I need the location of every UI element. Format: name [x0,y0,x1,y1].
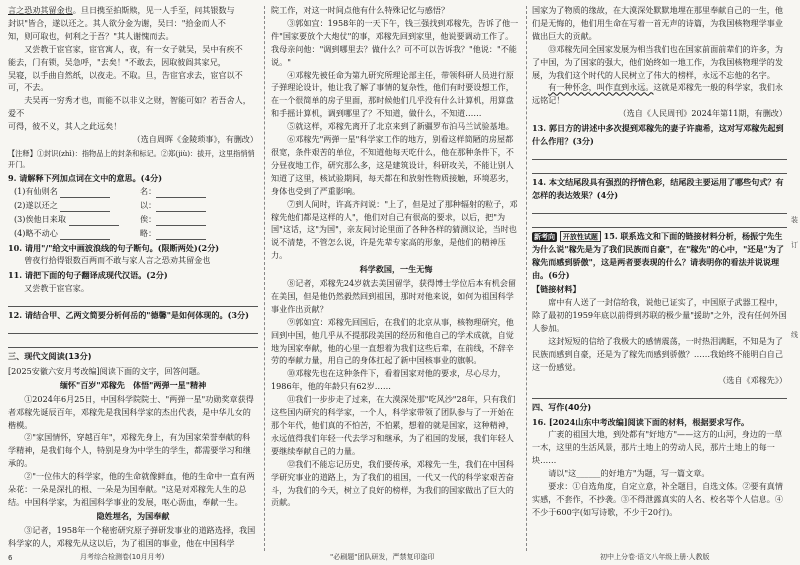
q9-item: (3)俟他日来取 [14,213,132,226]
text-line: 言之恐劝其留金也。旦日携至拍斯赎，见一人手至，问其银数与 [8,5,235,15]
answer-blank[interactable] [156,230,206,240]
article-title: 缅怀"百岁"邓稼先 体悟"两弹一星"精神 [59,379,207,390]
q9-item: (1)有仙则名 [14,185,132,198]
writing-prompt: 请以"这______的好地方"为题，写一篇文章。 [548,468,710,479]
answer-blank[interactable] [156,202,206,212]
text-line: 夫吴再一穷秀才也，而能不以非义之财，智能可如？若吾舍人，爱不 [8,95,251,119]
q9-item: 名： [140,185,258,198]
subheading: 隐姓埋名，为国奉献 [96,510,170,521]
text-line: 封识"皆合，遂以还之。其人欲分金为谢，吴曰："拾金而人不 [8,17,226,28]
answer-blank[interactable] [156,216,206,226]
question-13: 13. 郭日方的讲述中多次提到邓稼先的妻子许鹿希，这对写邓稼先起到什么作用？(3分) [532,123,784,147]
section-3-heading: 三、现代文阅读(13分) [8,351,92,362]
paragraph: ⑦到人间时，许高齐问说："上了，但是过了那种辐射的粒子，邓稼先他们都是这样的人"，他们对自己有很高的要求，以后，把"为国"这话，这"为国"，亲友间讨论里面了各种各样的猜测议论，当时也说不清楚，不管怎么说，许是先辈专家高的形象，是他们的精神压力。 [271,198,518,261]
paragraph: 有一种怀念，叫作直到永远。这就是邓稼先一般的科学家，我们永远铭记！ [532,82,783,106]
column-2 [271,4,521,509]
text-line: 知，则可取也，何利之于吾？"其人谢愧而去。 [8,30,174,41]
paragraph: ⑥邓稼先"两弹一星"科学家工作的地方，别看这样简陋的房屋都很宽，条件艰苦的单位，不知道他每天吃什么，他在那种条件下，不分昼夜地工作，研究那么多，这是建筑设计，科研攻关，不能让别人知道了这里，核试验期间，每天都在和放射性物质接触，环境恶劣，身体也受到了严重影响。 [271,134,514,196]
question-12: 12. 请结合甲、乙两文简要分析何岳的"德馨"是如何体现的。(3分) [8,310,249,321]
paragraph: ⑩邓稼先也在这种条件下，看着国家对他的要求，尽心尽力，1986年，他的年龄只有62岁…… [271,368,506,392]
wavy-underlined-sentence: 有一种怀念，叫作直到永远。 [548,82,654,93]
answer-blank[interactable] [156,188,206,198]
paragraph: 院工作，对这一时间点他有什么特殊记忆与感悟？ [271,5,450,15]
open-question-tag: 开放性试题 [560,231,601,242]
answer-line[interactable] [532,162,787,174]
source-citation: （选自周晖《金陵琐事》，有删改） [132,134,258,145]
link-material-heading: 【链接材料】 [532,284,581,295]
link-paragraph: 这封短短的信给了我极大的感情震荡，一时热泪满眶，不知是为了民族而感到自豪，还是为了稼先而感到骄傲？……我始终不能明白自己这一份感觉。 [532,336,783,372]
column-1 [8,4,258,550]
footer-right: 初中上分卷·语文八年级上册·人教版 [600,553,710,561]
paragraph: ②"一位伟大的科学家，他的生命就像鲜血，他的生命中一直有两朵花：一朵是深扎的根、一朵是为国奉献。"这是对邓稼先人生的总结。中国科学家，为祖国科学事业的发展，呕心沥血，奉献一生。 [8,471,255,507]
paragraph: ⑨郭如宜：邓稼先回国后，在我们的北京从事，核物理研究，他回到中国，他几乎从不提那段美国的经历和他自己的学术成就，自觉地为国家奉献，他的心里一直想着为我们这些后辈，在前线，不辞辛劳的奉献力量，用自己的身体扛起了新中国核事业的旗帜。 [271,316,514,366]
text-line: 吴寝，以手曲自然纸，以夜走。不取。旦，告宦官求去，宦官以不 [8,69,243,80]
q9-item: 以： [140,199,258,212]
paragraph: ④邓稼先被任命为第九研究所理论部主任，带领科研人员进行原子弹理论设计，他让我了解了事情的复杂性，他们有时要设想工作，在一个很简单的房子里面，那时候他们几乎没有什么计算机，用算盘和手摇计算机，调到哪里了？不知道，做什么，不知道…… [271,69,514,119]
paragraph: ⑤就这样，邓稼先离开了北京来到了新疆罗布泊马兰试验基地。 [287,121,514,132]
question-14: 14. 本文结尾段具有强烈的抒情色彩，结尾段主要运用了哪些句式？有怎样的表达效果？(4分) [532,176,784,200]
question-9: 9. 请解释下列加点词在文中的意思。(4分) [8,172,163,183]
question-10: 10. 请用"/"给文中画波浪线的句子断句。(限断两处)(2分) [8,242,220,253]
paragraph: ⑪我们一步步走了过来，在大漠深处那"吃风沙"28年，只有我们这些国内研究的科学家，一个人，科学家带领了团队参与了一开始在那个年代，他们真的不怕苦，不怕累，想着的就是国家，这种精神，永远值得我们年轻一代去学习和继承，为了祖国的发展，我们年轻人要继续奉献自己的力量。 [271,394,516,456]
answer-line[interactable] [8,336,258,348]
link-source: （选自《邓稼先》） [718,374,787,385]
q9-item: (4)略不动心 [14,227,132,240]
source-citation: （选自《人民周刊》2024年第11期，有删改） [618,108,787,119]
paragraph: ①2024年6月25日，中国科学院院士、"两弹一星"功勋奖章获得者邓稼先诞辰百年，邓稼先是我国科学家的杰出代表，是中华儿女的楷模。 [8,393,254,430]
answer-line[interactable] [532,216,787,228]
binding-mark: 线 [791,331,798,339]
subheading: 科学救国，一生无悔 [359,264,433,275]
link-paragraph: 席中有人送了一封信给我，说他已证实了，中国原子武器工程中，除了最初的1959年底以前得到苏联的极少量"援助"之外，没有任何外国人参加。 [532,297,787,334]
answer-line[interactable] [532,202,787,214]
footer-left: 月考综合检测卷(10月月考) [80,553,165,561]
question-15: 新考向 开放性试题 15. 联系选文和下面的链接材料分析，杨振宁先生为什么说"稼先是为了我们民族而自豪"，在"稼先"的心中，"还是"为了稼先而感到骄傲"，这是两者要表现的什么？请表明你的看法并说说理由。(6分) [532,230,784,280]
answer-line[interactable] [8,295,258,307]
column-3 [532,4,787,519]
text-line: 可得，彼不义，其人之此远矣！ [8,121,122,132]
paragraph: ③郭如宜：1958年的一天下午，钱三强找到邓稼先，告诉了他一件"国家要放个大炮仗"的事，邓稼先回到家里，他说要调动工作了。我母亲问他："调到哪里去？做什么？可不可以告诉我？"他说："不能说。" [271,17,519,67]
q9-items [14,185,258,240]
paragraph: ⑬邓稼先同全国家发展为相当我们也在国家前面前辈们的许多，为了中国，为了国家的强大，他们始终如一地工作，为我国核物理学的发展，为我们这个时代的人民树立了伟大的榜样，永远不忘他的名字。 [532,43,783,80]
section-3-intro: [2025安徽六安月考改编]阅读下面的文字，回答问题。 [8,365,205,376]
answer-line[interactable] [532,387,787,399]
paragraph: ③记者，1958年一个秘密研究原子弹研发事业的道路选择，我国科学家的人，邓稼先从这以后，为了祖国的事业，他在中国科学 [8,524,256,548]
answer-blank[interactable] [69,216,119,226]
question-11: 11. 请把下面的句子翻译成现代汉语。(2分) [8,270,168,281]
section-4-heading: 四、写作(40分) [532,401,592,412]
classical-text [8,4,258,133]
question-16: 16. [2024山东中考改编]阅读下面的材料，根据要求写作。 [532,416,750,427]
q9-item: 略： [140,227,258,240]
text-line: 又尝教于宦官家，宦官寓人，夜，有一女子就吴，吴中有疾不 [24,43,243,54]
answer-blank[interactable] [60,230,110,240]
paragraph: ⑧记者，邓稼先24岁就去美国留学，获得博士学位后本有机会留在美国，但是他仍然毅然回到祖国，那时对他来说，如何为祖国科学事业作出贡献？ [271,278,517,314]
q11-sentence: 又尝教于宦官家。 [24,283,89,294]
answer-line[interactable] [532,148,787,160]
footer-center: "必刷题"团队研发，严禁复印盗印 [330,553,435,561]
writing-prompt: 广袤的祖国大地，到处都有"好地方"——这方的山河，身边的一草一木，这里的生活风景，那片土地上的劳动人民，那片土地上的每一块…… [532,429,783,466]
text-line: 能去，门有锁，吴急呼，"去矣！"不敢去，因取彼阎其家兄， [8,56,226,67]
q9-item: (2)遂以还之 [14,199,132,212]
page-number: 6 [8,554,13,562]
paragraph: ②"家国情怀，穿越百年"，邓稼先身上，有为国家荣誉奉献的科学精神，是我们每个人，特别是身为中学生的学生，都需要学习和继承的。 [8,432,251,469]
answer-line[interactable] [8,322,258,334]
column-divider [264,6,265,551]
column-divider [526,6,527,551]
paragraph: 国家为了物质的缘故，在大漠深处默默地埋在那里奉献自己的一生，他们是无悔的，他们用生命在写着一首无声的诗篇，为我国核物理学事业做出巨大的贡献。 [532,5,783,41]
answer-blank[interactable] [60,202,110,212]
paragraph: ⑫我们不能忘记历史，我们要传承，邓稼先一生，我们在中国科学研究事业的道路上，为了我们的祖国，一代又一代的科学家艰苦奋斗，为我们的今天，树立了良好的榜样，为我们的国家做出了巨大的贡献。 [271,458,514,508]
q9-item: 俟： [140,213,258,226]
q10-sentence[interactable]: 曾夜行拾得银数百两而不敢与家人言之恐劝其留金也 [24,255,211,266]
footnote: 【注释】①封识(zhì)：指物品上的封条和标记。②郑(jiù)：拔开，这里指悄悄开门。 [8,148,255,169]
answer-blank[interactable] [60,188,110,198]
text-line: 可，不去。 [8,82,49,93]
new-trend-badge: 新考向 [534,231,555,241]
binding-mark: 订 [791,241,798,249]
writing-requirements: 要求：①自选角度，自定立意，补全题目，自选文体。②要有真情实感，不套作，不抄袭。③不得泄露真实的人名、校名等个人信息。④不少于600字(如写诗歌，不少于20行)。 [532,481,783,517]
binding-mark: 装 [791,216,798,224]
